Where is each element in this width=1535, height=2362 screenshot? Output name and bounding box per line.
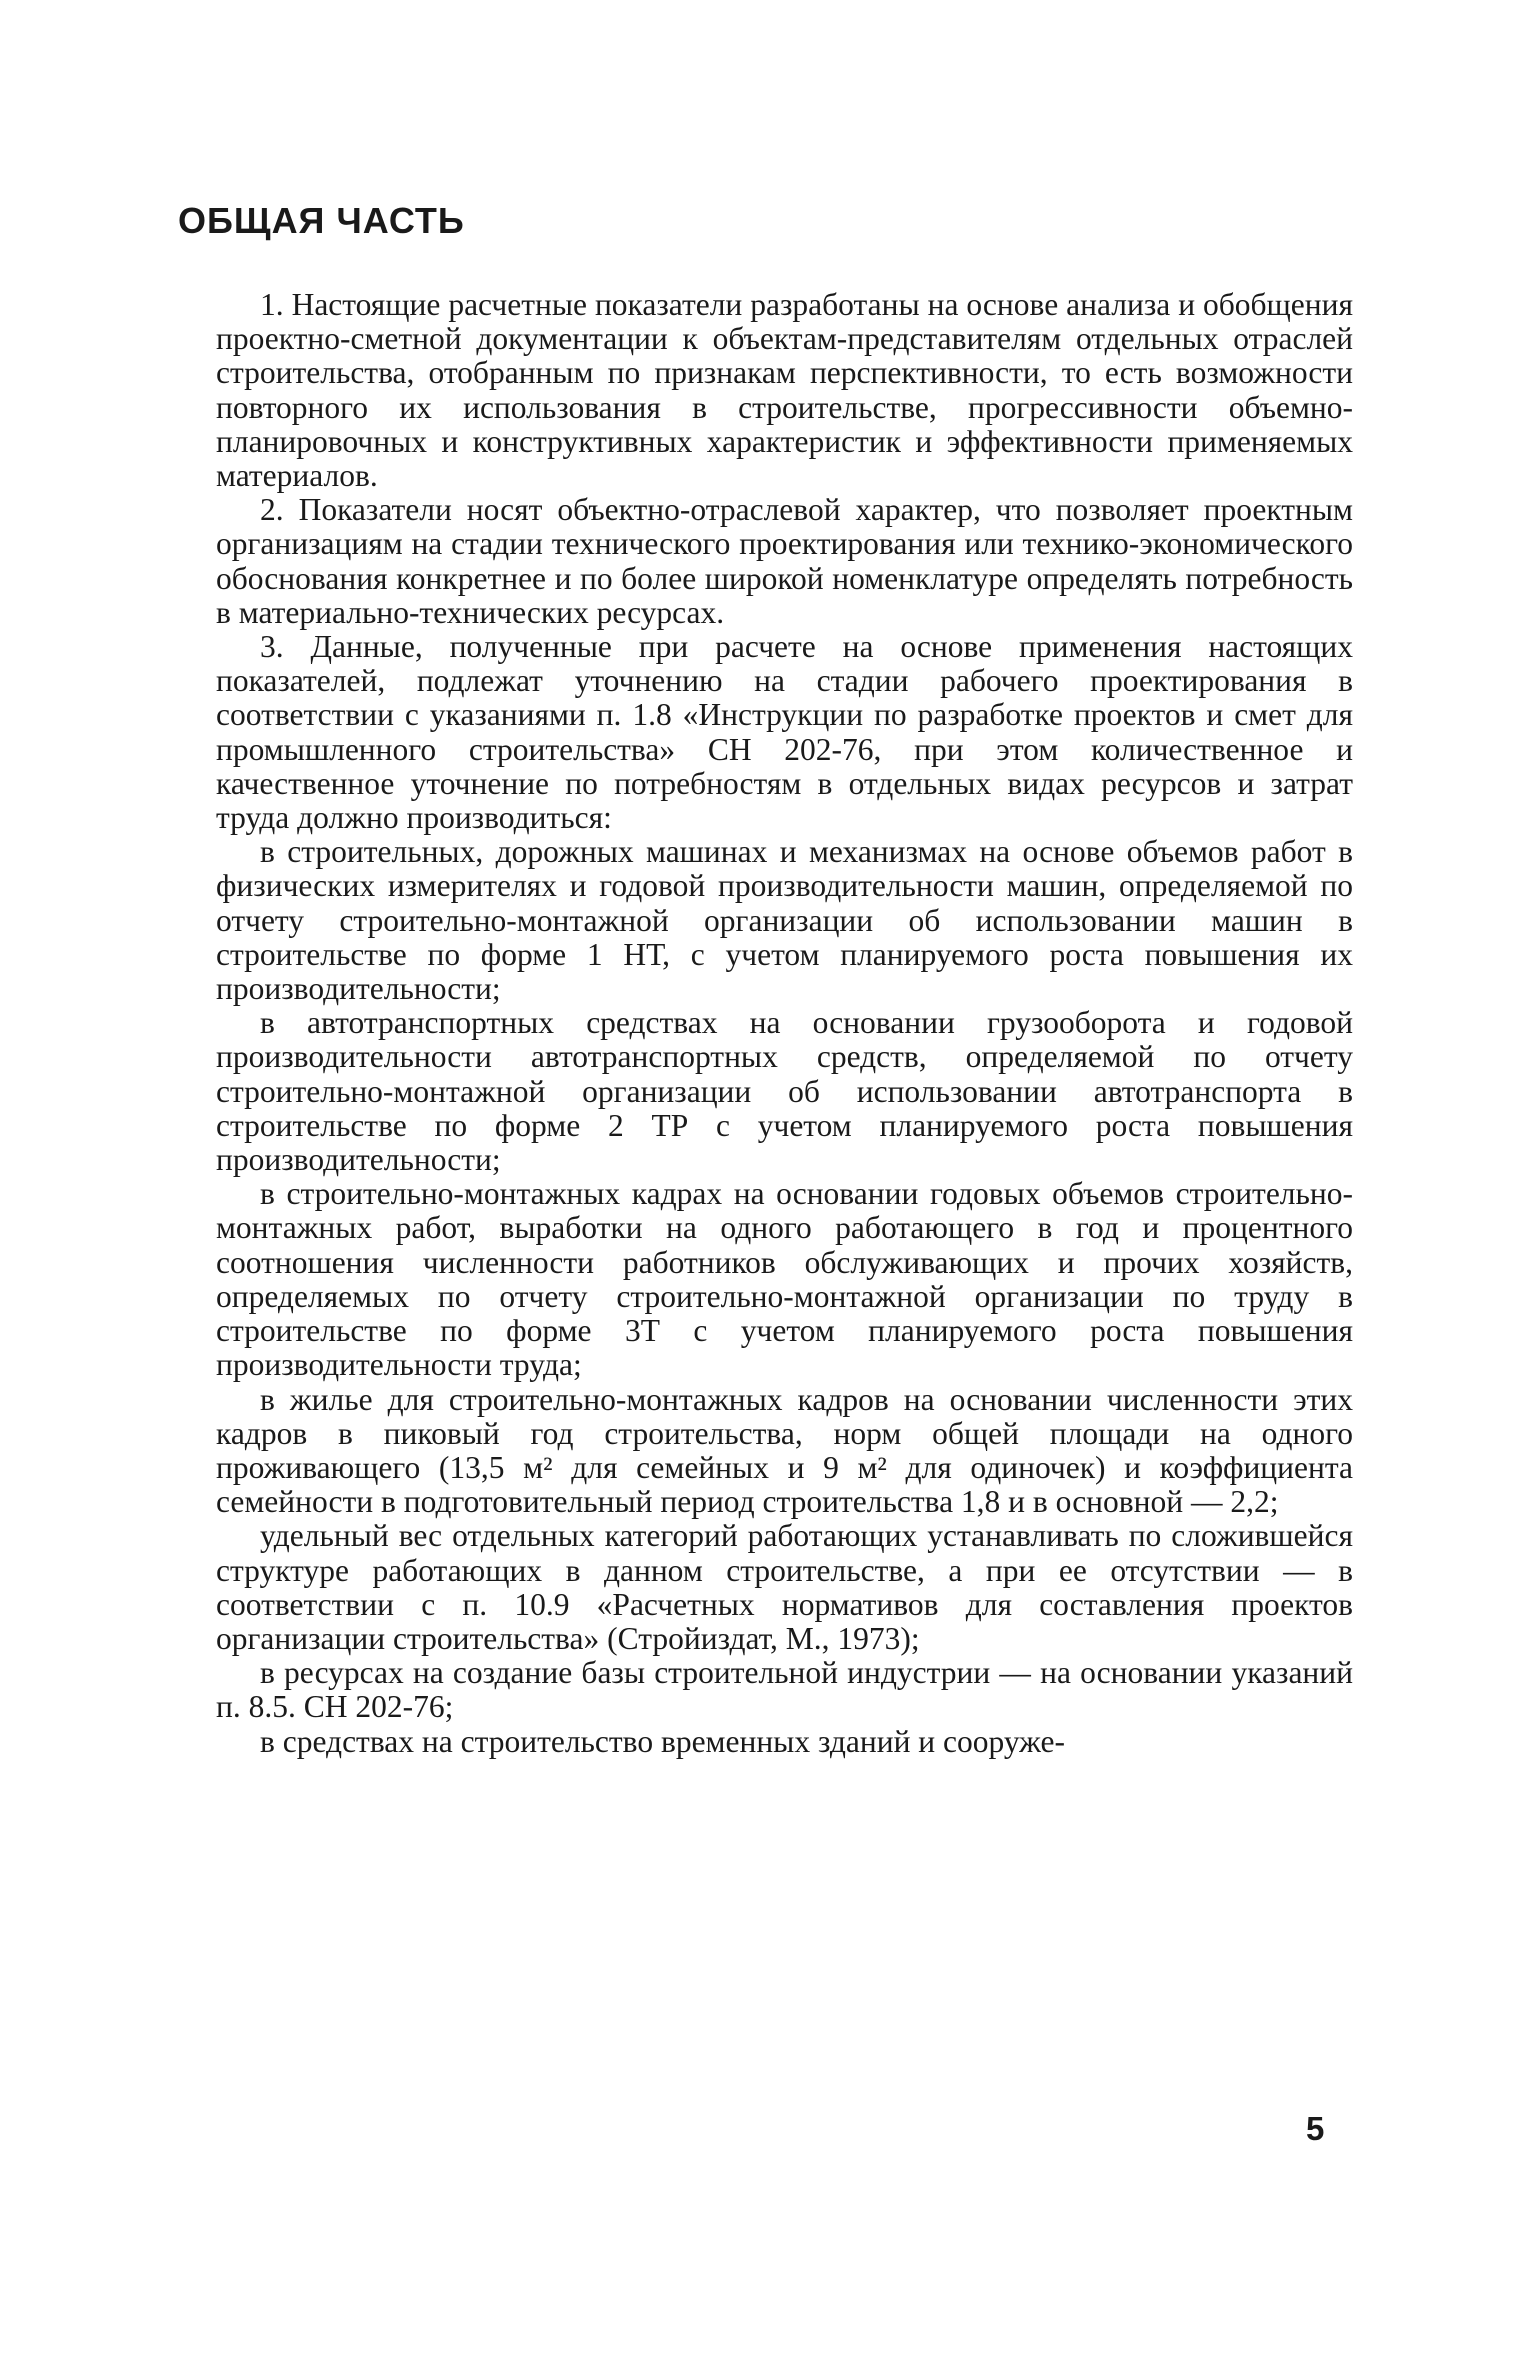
paragraph-temporary-buildings: в средствах на строительство временных зданий и сооруже- [260, 1723, 1066, 1759]
paragraph-machines: в строительных, дорожных машинах и механизмах на основе объемов работ в физических измерителях и годовой производительности машин, определяемой по отчету строительно-монтажной организации об использовании машин в строительстве по форме 1 НТ, с учетом планируемого роста повышения их производительности; [216, 834, 1353, 1007]
paragraph-transport: в автотранспортных средствах на основании грузооборота и годовой производительности автотранспортных средств, определяемой по отчету строительно-монтажной организации об использовании автотранспорта в строительстве по форме 2 ТР с учетом планируемого роста повышения производительности; [216, 1005, 1353, 1178]
section-heading: ОБЩАЯ ЧАСТЬ [178, 200, 465, 241]
paragraph-industry-base: в ресурсах на создание базы строительной индустрии — на основании указаний п. 8.5. СН 202-76; [216, 1655, 1353, 1725]
paragraph-3: 3. Данные, полученные при расчете на основе применения настоящих показателей, подлежат уточнению на стадии рабочего проектирования в соответствии с указаниями п. 1.8 «Инструкции по разработке проектов и смет для промышленного строительства» СН 202-76, при этом количественное и качественное уточнение по потребностям в отдельных видах ресурсов и затрат труда должно производиться: [216, 629, 1353, 836]
paragraph-2: 2. Показатели носят объектно-отраслевой характер, что позволяет проектным организациям на стадии технического проектирования или технико-экономического обоснования конкретнее и по более широкой номенклатуре определять потребность в материально-технических ресурсах. [216, 492, 1353, 630]
paragraph-personnel: в строительно-монтажных кадрах на основании годовых объемов строительно-монтажных работ, выработки на одного работающего в год и процентного соотношения численности работников обслуживающих и прочих хозяйств, определяемых по отчету строительно-монтажной организации по труду в строительстве по форме 3Т с учетом планируемого роста повышения производительности труда; [216, 1176, 1353, 1383]
paragraph-1: 1. Настоящие расчетные показатели разработаны на основе анализа и обобщения проектно-сметной документации к объектам-представителям отдельных отраслей строительства, отобранным по признакам перспективности, то есть возможности повторного их использования в строительстве, прогрессивности объемно-планировочных и конструктивных характеристик и эффективности применяемых материалов. [216, 287, 1353, 494]
paragraph-worker-share: удельный вес отдельных категорий работающих устанавливать по сложившейся структуре работающих в данном строительстве, а при ее отсутствии — в соответствии с п. 10.9 «Расчетных нормативов для составления проектов организации строительства» (Стройиздат, М., 1973); [216, 1518, 1353, 1656]
body-text [216, 288, 1353, 1759]
page-number: 5 [1306, 2110, 1325, 2147]
paragraph-housing: в жилье для строительно-монтажных кадров на основании численности этих кадров в пиковый год строительства, норм общей площади на одного проживающего (13,5 м² для семейных и 9 м² для одиночек) и коэффициента семейности в подготовительный период строительства 1,8 и в основной — 2,2; [216, 1381, 1353, 1520]
